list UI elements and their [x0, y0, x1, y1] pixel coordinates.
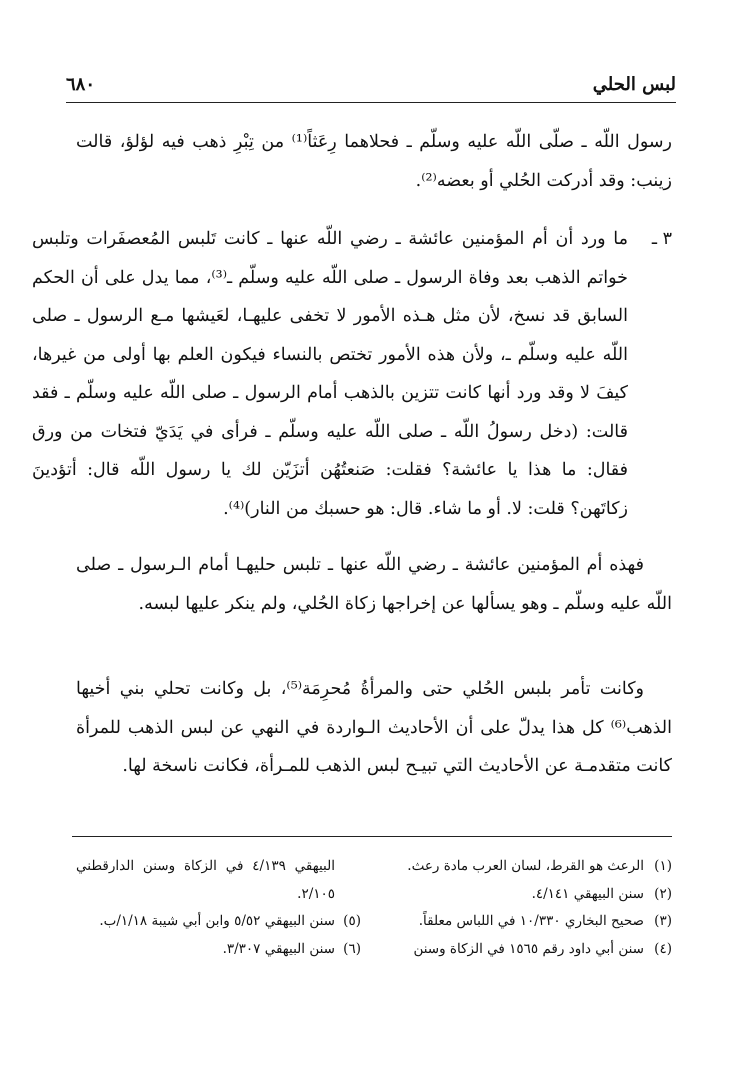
- footnote-text: سنن البيهقي ٤/١٤١.: [531, 885, 644, 902]
- footnote-6: [76, 936, 361, 964]
- footnote-number: (٢): [654, 885, 672, 902]
- footnote-number: (٣): [654, 913, 672, 929]
- footnote-number: (١): [654, 858, 672, 874]
- footnote-text: الرعث هو القرط، لسان العرب مادة رعث.: [407, 858, 644, 874]
- paragraph-3: فهذه أم المؤمنين عائشة ـ رضي اللّه عنها ـ تلبس حليهـا أمام الـرسول ـ صلى اللّه عليه وسلّم ـ وهو يسألها عن إخراجها زكاة الحُلي، ولم ينكر عليها لبسه.: [76, 555, 672, 614]
- list-item-text: ما ورد أن أم المؤمنين عائشة ـ رضي اللّه عنها ـ كانت تَلبس المُعصفَرات وتلبس خواتم الذهب بعد وفاة الرسول ـ صلى اللّه عليه وسلّم ـ⁽³⁾، مما يدل على أن الحكم السابق قد نسخ، لأن مثل هـذه الأمور لا تخفى عليهـا، لعَيشها مـع الرسول ـ صلى اللّه عليه وسلّم ـ، ولأن هذه الأمور تختص بالنساء فيكون العلم بها أولى من غيرها، كيفَ لا وقد ورد أنها كانت تتزين بالذهب أمام الرسول ـ صلى اللّه عليه وسلّم ـ فقد قالت: (دخل رسولُ اللّه ـ صلى اللّه عليه وسلّم ـ فرأى في يَدَيّ فتخات من ورق فقال: ما هذا يا عائشة؟ فقلت: صَنعتُهُن أتزَيّن لك يا رسول اللّه قال: أتؤدينَ زكاتَهن؟ قلت: لا. أو ما شاء. قال: هو حسبك من النار)⁽⁴⁾.: [32, 229, 628, 519]
- footnote-text: سنن البيهقي ٣/٣٠٧.: [222, 940, 335, 957]
- list-item-number: ٣ ـ: [651, 229, 672, 249]
- list-item-3: [32, 220, 672, 528]
- footnote-2: [382, 881, 672, 909]
- page-number: ٦٨٠: [66, 74, 96, 95]
- paragraph-4: وكانت تأمر بلبس الحُلي حتى والمرأةُ مُحرِمَة⁽⁵⁾، بل وكانت تحلي بني أخيها الذهب⁽⁶⁾ كل هذا يدلّ على أن الأحاديث الـواردة في النهي عن لبس الذهب للمرأة كانت متقدمـة عن الأحاديث التي تبيـح لبس الذهب للمـرأة، فكانت ناسخة لها.: [76, 679, 672, 776]
- footnote-text: سنن أبي داود رقم ١٥٦٥ في الزكاة وسنن: [413, 940, 644, 957]
- paragraph-1: رسول اللّه ـ صلّى اللّه عليه وسلّم ـ فحلاهما رِعَثاً⁽¹⁾ من تِبْرِ ذهب فيه لؤلؤ، قالت زينب: وقد أدركت الحُلي أو بعضه⁽²⁾.: [76, 132, 672, 191]
- footnote-text: سنن البيهقي ٥/٥٢ وابن أبي شيبة ١/١٨/ب.: [99, 913, 335, 929]
- footnote-5: [76, 908, 361, 936]
- footnote-4: [382, 936, 672, 964]
- footnote-3: [382, 908, 672, 936]
- running-head: لبس الحلي: [592, 74, 676, 95]
- footnote-text: صحيح البخاري ١٠/٣٣٠ في اللباس معلقاً.: [418, 913, 644, 929]
- footnote-divider: [72, 836, 672, 837]
- footnote-number: (٤): [654, 940, 672, 957]
- footnote-1: [382, 853, 672, 881]
- footnote-number: (٥): [343, 913, 361, 929]
- page-header: [66, 72, 676, 103]
- footnotes: [76, 853, 672, 963]
- footnotes-right-column: [382, 853, 672, 963]
- footnote-number: (٦): [343, 940, 361, 957]
- footnote-text: البيهقي ٤/١٣٩ في الزكاة وسنن الدارقطني ٢/١٠٥.: [76, 858, 335, 902]
- footnote-4-continued: [76, 853, 361, 908]
- footnotes-left-column: [76, 853, 361, 963]
